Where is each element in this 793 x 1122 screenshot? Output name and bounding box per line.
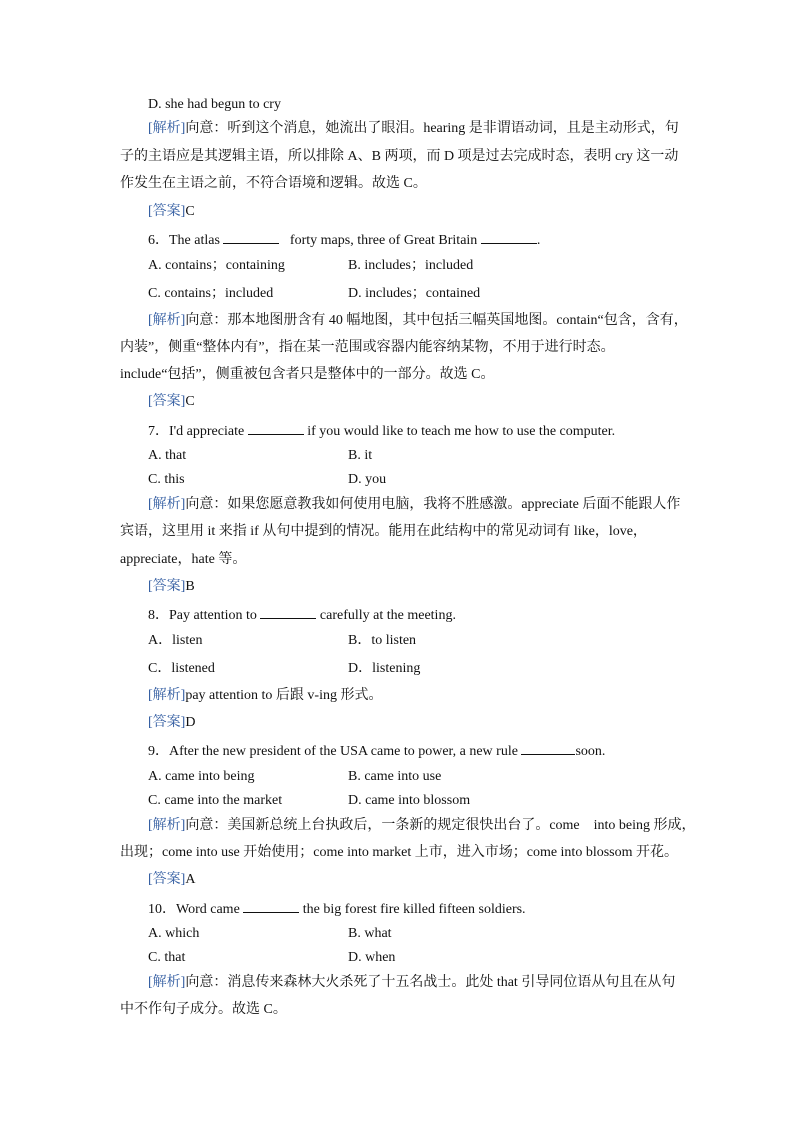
analysis-tag: [解析] [148, 313, 186, 328]
analysis-tag: [解析] [148, 818, 186, 833]
analysis-tag: [解析] [148, 497, 186, 512]
q5-analysis-line-2: 子的主语应是其逻辑主语，所以排除 A、B 两项，而 D 项是过去完成时态，表明 cry 这一动 [120, 149, 679, 164]
q8-option-b: B．to listen [348, 633, 417, 648]
q6-answer: [答案]C [148, 394, 195, 409]
answer-tag: [答案] [148, 715, 186, 730]
q5-analysis-line-1: [解析]向意：听到这个消息，她流出了眼泪。hearing 是非谓语动词，且是主动形式，句 [148, 121, 679, 136]
q8-option-d: D．listening [348, 661, 421, 676]
q8-stem: 8．Pay attention to carefully at the meeting. [148, 605, 456, 625]
q10-analysis-line-1: [解析]向意：消息传来森林大火杀死了十五名战士。此处 that 引导同位语从句且在从句 [148, 975, 676, 990]
q7-stem: 7．I'd appreciate if you would like to teach me how to use the computer. [148, 421, 615, 441]
answer-blank [521, 741, 575, 755]
q9-option-c: C. came into the market [148, 793, 283, 808]
answer-blank [248, 421, 304, 435]
q7-analysis-line-2: 宾语，这里用 it 来指 if 从句中提到的情况。能用在此结构中的常见动词有 like，love， [120, 524, 647, 539]
q9-option-b: B. came into use [348, 769, 442, 784]
answer-blank [481, 230, 537, 244]
q7-option-a: A. that [148, 448, 187, 463]
q7-analysis-line-1: [解析]向意：如果您愿意教我如何使用电脑，我将不胜感激。appreciate 后面不能跟人作 [148, 497, 681, 512]
q7-option-d: D. you [348, 472, 387, 487]
q10-analysis-line-2: 中不作句子成分。故选 C。 [120, 1002, 287, 1017]
q6-option-c: C. contains；included [148, 286, 274, 301]
answer-tag: [答案] [148, 204, 186, 219]
q7-option-b: B. it [348, 448, 373, 463]
analysis-tag: [解析] [148, 975, 186, 990]
q7-option-c: C. this [148, 472, 185, 487]
answer-tag: [答案] [148, 872, 186, 887]
q9-option-a: A. came into being [148, 769, 255, 784]
q10-option-a: A. which [148, 926, 200, 941]
q10-option-c: C. that [148, 950, 186, 965]
q8-option-a: A．listen [148, 633, 203, 648]
answer-tag: [答案] [148, 579, 186, 594]
q5-analysis-line-3: 作发生在主语之前，不符合语境和逻辑。故选 C。 [120, 176, 427, 191]
q9-stem: 9．After the new president of the USA came to power, a new rule soon. [148, 741, 605, 761]
q10-option-d: D. when [348, 950, 396, 965]
answer-tag: [答案] [148, 394, 186, 409]
q9-analysis-line-2: 出现；come into use 开始使用；come into market 上市，进入市场；come into blossom 开花。 [120, 845, 678, 860]
analysis-tag: [解析] [148, 688, 186, 703]
q7-answer: [答案]B [148, 579, 195, 594]
q6-option-a: A. contains；containing [148, 258, 285, 273]
q6-stem: 6．The atlas forty maps, three of Great Britain . [148, 230, 540, 250]
q9-option-d: D. came into blossom [348, 793, 471, 808]
answer-blank [223, 230, 279, 244]
q5-answer: [答案]C [148, 204, 195, 219]
q7-analysis-line-3: appreciate，hate 等。 [120, 552, 247, 567]
q6-option-b: B. includes；included [348, 258, 474, 273]
q6-analysis-line-3: include“包括”，侧重被包含者只是整体中的一部分。故选 C。 [120, 367, 495, 382]
q8-option-c: C．listened [148, 661, 215, 676]
analysis-tag: [解析] [148, 121, 186, 136]
q8-analysis-line-1: [解析]pay attention to 后跟 v-ing 形式。 [148, 688, 383, 703]
q6-analysis-line-2: 内装”，侧重“整体内有”，指在某一范围或容器内能容纳某物，不用于进行时态。 [120, 340, 615, 355]
answer-blank [260, 605, 316, 619]
q9-answer: [答案]A [148, 872, 196, 887]
answer-blank [243, 899, 299, 913]
q10-option-b: B. what [348, 926, 392, 941]
q5-option-d: D. she had begun to cry [148, 97, 281, 112]
q6-option-d: D. includes；contained [348, 286, 481, 301]
q10-stem: 10．Word came the big forest fire killed fifteen soldiers. [148, 899, 526, 919]
q8-answer: [答案]D [148, 715, 196, 730]
q9-analysis-line-1: [解析]向意：美国新总统上台执政后，一条新的规定很快出台了。come into being 形成， [148, 818, 696, 833]
q6-analysis-line-1: [解析]向意：那本地图册含有 40 幅地图，其中包括三幅英国地图。contain“包含，含有， [148, 313, 688, 328]
